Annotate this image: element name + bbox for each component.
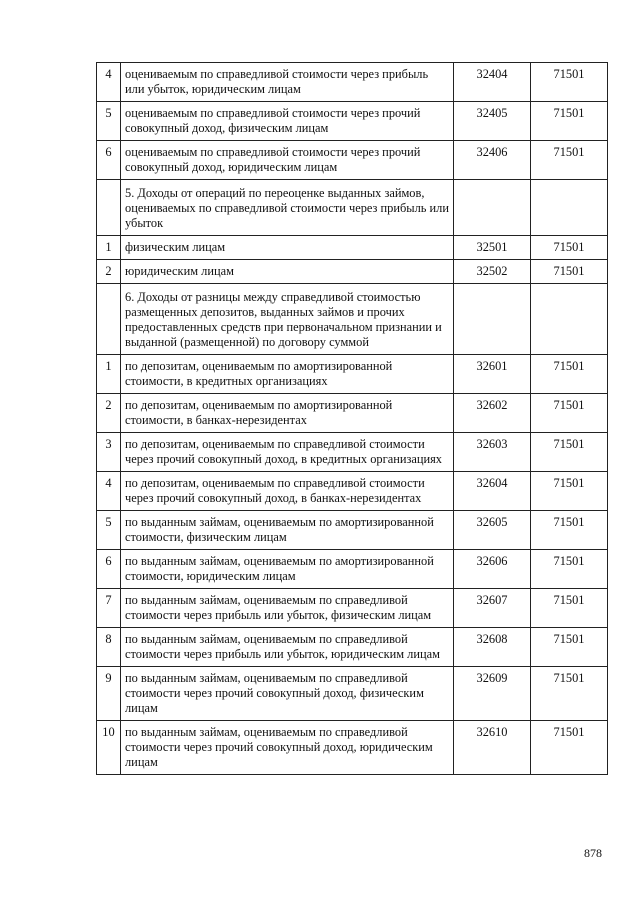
row-description: по выданным займам, оцениваемым по справедливой стоимости через прочий совокупный доход, физическим лицам: [121, 667, 454, 721]
row-number: 5: [97, 511, 121, 550]
row-description: оцениваемым по справедливой стоимости через прочий совокупный доход, физическим лицам: [121, 102, 454, 141]
row-number: 8: [97, 628, 121, 667]
row-number: [97, 284, 121, 355]
row-description: по выданным займам, оцениваемым по справедливой стоимости через прибыль или убыток, физическим лицам: [121, 589, 454, 628]
row-number: 2: [97, 260, 121, 284]
row-account: [531, 284, 608, 355]
row-account: 71501: [531, 472, 608, 511]
row-number: 7: [97, 589, 121, 628]
row-code: [454, 180, 531, 236]
row-number: 2: [97, 394, 121, 433]
accounts-table-body: [97, 63, 608, 775]
row-code: 32404: [454, 63, 531, 102]
table-row: [97, 550, 608, 589]
row-code: 32607: [454, 589, 531, 628]
row-account: 71501: [531, 141, 608, 180]
row-number: 3: [97, 433, 121, 472]
row-account: 71501: [531, 394, 608, 433]
row-account: 71501: [531, 589, 608, 628]
section-heading: 5. Доходы от операций по переоценке выданных займов, оцениваемых по справедливой стоимости через прибыль или убыток: [121, 180, 454, 236]
row-account: 71501: [531, 63, 608, 102]
row-code: 32606: [454, 550, 531, 589]
row-description: физическим лицам: [121, 236, 454, 260]
row-description: по выданным займам, оцениваемым по справедливой стоимости через прочий совокупный доход, юридическим лицам: [121, 721, 454, 775]
section-header-row: [97, 284, 608, 355]
table-row: [97, 63, 608, 102]
row-code: 32602: [454, 394, 531, 433]
row-code: 32610: [454, 721, 531, 775]
row-code: 32604: [454, 472, 531, 511]
row-code: 32601: [454, 355, 531, 394]
row-number: 10: [97, 721, 121, 775]
table-row: [97, 667, 608, 721]
row-account: 71501: [531, 721, 608, 775]
row-description: по депозитам, оцениваемым по справедливой стоимости через прочий совокупный доход, в банках-нерезидентах: [121, 472, 454, 511]
row-number: 1: [97, 236, 121, 260]
page-number: 878: [584, 846, 602, 860]
row-number: 4: [97, 63, 121, 102]
table-row: [97, 236, 608, 260]
row-number: [97, 180, 121, 236]
table-row: [97, 628, 608, 667]
row-description: по депозитам, оцениваемым по справедливой стоимости через прочий совокупный доход, в кредитных организациях: [121, 433, 454, 472]
table-row: [97, 589, 608, 628]
row-code: 32605: [454, 511, 531, 550]
table-row: [97, 472, 608, 511]
row-code: 32502: [454, 260, 531, 284]
row-number: 1: [97, 355, 121, 394]
table-row: [97, 721, 608, 775]
row-code: 32405: [454, 102, 531, 141]
row-code: 32608: [454, 628, 531, 667]
table-row: [97, 355, 608, 394]
row-code: 32603: [454, 433, 531, 472]
row-account: 71501: [531, 433, 608, 472]
table-row: [97, 260, 608, 284]
row-description: по выданным займам, оцениваемым по амортизированной стоимости, физическим лицам: [121, 511, 454, 550]
row-account: 71501: [531, 667, 608, 721]
table-row: [97, 511, 608, 550]
row-number: 4: [97, 472, 121, 511]
row-account: [531, 180, 608, 236]
table-row: [97, 102, 608, 141]
row-description: оцениваемым по справедливой стоимости через прибыль или убыток, юридическим лицам: [121, 63, 454, 102]
row-number: 6: [97, 141, 121, 180]
row-description: по депозитам, оцениваемым по амортизированной стоимости, в кредитных организациях: [121, 355, 454, 394]
row-number: 5: [97, 102, 121, 141]
row-account: 71501: [531, 550, 608, 589]
row-account: 71501: [531, 355, 608, 394]
section-heading: 6. Доходы от разницы между справедливой стоимостью размещенных депозитов, выданных займов и прочих предоставленных средств при первоначальном признании и выданной (размещенной) по договору суммой: [121, 284, 454, 355]
row-account: 71501: [531, 511, 608, 550]
section-header-row: [97, 180, 608, 236]
table-row: [97, 141, 608, 180]
row-number: 9: [97, 667, 121, 721]
row-description: оцениваемым по справедливой стоимости через прочий совокупный доход, юридическим лицам: [121, 141, 454, 180]
row-account: 71501: [531, 236, 608, 260]
table-row: [97, 394, 608, 433]
row-description: по выданным займам, оцениваемым по амортизированной стоимости, юридическим лицам: [121, 550, 454, 589]
row-account: 71501: [531, 260, 608, 284]
accounts-table: [96, 62, 608, 775]
row-code: [454, 284, 531, 355]
row-description: по депозитам, оцениваемым по амортизированной стоимости, в банках-нерезидентах: [121, 394, 454, 433]
row-code: 32609: [454, 667, 531, 721]
row-code: 32406: [454, 141, 531, 180]
row-account: 71501: [531, 102, 608, 141]
row-number: 6: [97, 550, 121, 589]
row-description: по выданным займам, оцениваемым по справедливой стоимости через прибыль или убыток, юридическим лицам: [121, 628, 454, 667]
row-code: 32501: [454, 236, 531, 260]
row-account: 71501: [531, 628, 608, 667]
table-row: [97, 433, 608, 472]
row-description: юридическим лицам: [121, 260, 454, 284]
